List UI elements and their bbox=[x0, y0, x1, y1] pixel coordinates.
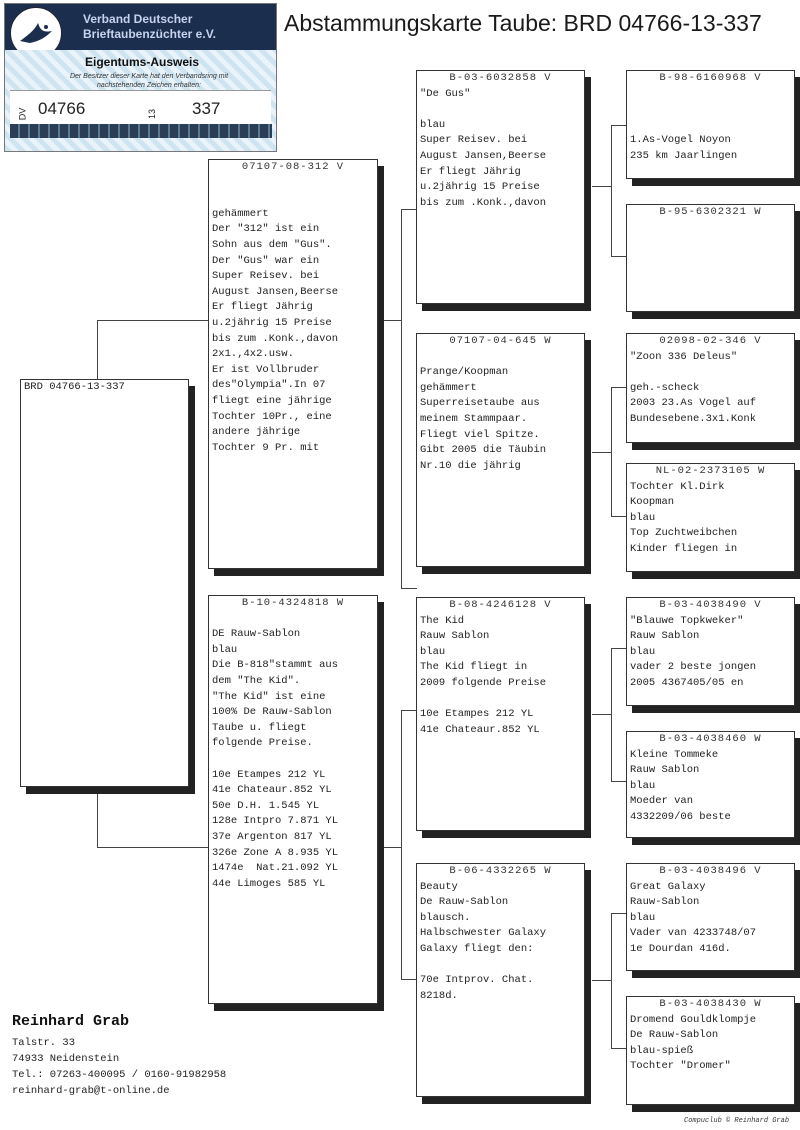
breeder-city: 74933 Neidenstein bbox=[12, 1053, 120, 1065]
pedigree-text-line: Er fliegt Jährig bbox=[212, 301, 313, 314]
pedigree-text-line: Super Reisev. bei bbox=[420, 134, 528, 147]
pedigree-text-line: meinem Stammpaar. bbox=[420, 412, 528, 425]
pedigree-text-line bbox=[627, 87, 794, 103]
grandparent-box bbox=[626, 204, 795, 312]
pedigree-text-line: geh.-scheck bbox=[630, 381, 700, 394]
pedigree-text-line: vader 2 beste jongen bbox=[630, 661, 757, 674]
page-title: Abstammungskarte Taube: BRD 04766-13-337 bbox=[284, 10, 762, 36]
pedigree-text-line: Tochter 9 Pr. mit bbox=[212, 441, 320, 454]
pedigree-text-line: 8218d. bbox=[420, 989, 458, 1002]
pedigree-text-line bbox=[209, 752, 377, 768]
pedigree-text-line bbox=[209, 191, 377, 207]
pedigree-text-line: Gibt 2005 die Täubin bbox=[420, 444, 547, 457]
pedigree-text-line bbox=[417, 350, 584, 366]
grandparent-box bbox=[626, 333, 795, 443]
pedigree-text-line: 1e Dourdan 416d. bbox=[630, 942, 731, 955]
pedigree-text-line: Er fliegt Jährig bbox=[420, 165, 521, 178]
connector bbox=[611, 387, 627, 388]
pedigree-text-line: gehämmert bbox=[420, 381, 477, 394]
sire-box bbox=[208, 159, 378, 569]
pedigree-text-line: 326e Zone A 8.935 YL bbox=[212, 846, 339, 859]
grandparent-box bbox=[626, 996, 795, 1105]
pedigree-text-line: Taube u. fliegt bbox=[212, 721, 307, 734]
breeder-email: reinhard-grab@t-online.de bbox=[12, 1085, 170, 1097]
pedigree-text-line: 128e Intpro 7.871 YL bbox=[212, 815, 339, 828]
connector bbox=[97, 320, 98, 382]
connector bbox=[592, 980, 612, 981]
pedigree-text-line: blau-spieß bbox=[630, 1044, 694, 1057]
grandparent-id: B-03-4038460 W bbox=[659, 733, 762, 745]
pedigree-text-line: blau bbox=[630, 511, 656, 524]
pedigree-text-line: folgende Preise. bbox=[212, 737, 313, 750]
pedigree-text-line: gehämmert bbox=[212, 207, 269, 220]
pedigree-text-line: "Blauwe Topkweker" bbox=[630, 614, 744, 627]
pedigree-text-line: blau bbox=[630, 645, 656, 658]
dam-sire-id: B-08-4246128 V bbox=[449, 599, 552, 611]
pedigree-text-line: 10e Etampes 212 YL bbox=[212, 768, 326, 781]
pedigree-text-line: Koopman bbox=[630, 496, 675, 509]
pedigree-text-line: 100% De Rauw-Sablon bbox=[212, 706, 332, 719]
connector bbox=[611, 256, 627, 257]
pedigree-text-line: Bundesebene.3x1.Konk bbox=[630, 412, 757, 425]
pedigree-text-line: "De Gus" bbox=[420, 87, 471, 100]
pedigree-text-line: Top Zuchtweibchen bbox=[630, 527, 738, 540]
connector bbox=[401, 710, 417, 711]
grandparent-id: B-03-4038430 W bbox=[659, 998, 762, 1010]
dam-id: B-10-4324818 W bbox=[241, 597, 345, 609]
connector bbox=[384, 847, 402, 848]
pedigree-text-line: Kleine Tommeke bbox=[630, 748, 719, 761]
card-title: Eigentums-Ausweis bbox=[85, 55, 200, 69]
sire-sire-box bbox=[416, 70, 585, 304]
pedigree-text-line: Er ist Vollbruder bbox=[212, 363, 320, 376]
pedigree-text-line: Tochter "Dromer" bbox=[630, 1060, 731, 1073]
dam-dam-box bbox=[416, 863, 585, 1097]
card-note: Der Besitzer dieser Karte hat den Verbandsring mit nachstehenden Zeichen erhalten: bbox=[69, 73, 229, 89]
sire-sire-id: B-03-6032858 V bbox=[449, 72, 552, 84]
pedigree-text-line: Sohn aus dem "Gus". bbox=[212, 238, 332, 251]
grandparent-id: B-95-6302321 W bbox=[659, 206, 762, 218]
grandparent-box bbox=[626, 597, 795, 706]
pedigree-text-line: 70e Intprov. Chat. bbox=[420, 974, 534, 987]
card-org-line-1: Verband Deutscher bbox=[83, 12, 193, 26]
pedigree-text-line: Halbschwester Galaxy bbox=[420, 927, 547, 940]
pedigree-text-line: Rauw Sablon bbox=[420, 630, 490, 643]
card-year: 13 bbox=[147, 108, 158, 120]
pedigree-text-line: Der "Gus" war ein bbox=[212, 254, 320, 267]
pedigree-text-line: "The Kid" ist eine bbox=[212, 690, 326, 703]
grandparent-id: B-03-4038490 V bbox=[659, 599, 762, 611]
card-security-strip bbox=[10, 124, 272, 138]
connector bbox=[401, 710, 402, 980]
pedigree-text-line: Dromend Gouldklompje bbox=[630, 1013, 757, 1026]
grandparent-box bbox=[626, 463, 795, 572]
connector bbox=[401, 588, 417, 589]
connector bbox=[611, 913, 612, 1049]
pedigree-text-line: "Zoon 336 Deleus" bbox=[630, 350, 738, 363]
pedigree-text-line bbox=[209, 612, 377, 628]
grandparent-id: NL-02-2373105 W bbox=[655, 465, 766, 477]
connector bbox=[611, 516, 627, 517]
pedigree-text-line: andere jährige bbox=[212, 426, 301, 439]
connector bbox=[97, 788, 98, 848]
pedigree-text-line: De Rauw-Sablon bbox=[630, 1029, 719, 1042]
connector bbox=[611, 125, 612, 257]
pedigree-text-line: 50e D.H. 1.545 YL bbox=[212, 799, 320, 812]
pedigree-text-line: August Jansen,Beerse bbox=[212, 285, 339, 298]
pedigree-text-line: Die B-818"stammt aus bbox=[212, 659, 339, 672]
sire-dam-id: 07107-04-645 W bbox=[449, 335, 552, 347]
pedigree-text-line: 2x1.,4x2.usw. bbox=[212, 348, 294, 361]
pedigree-text-line: Rauw Sablon bbox=[630, 764, 700, 777]
grandparent-box bbox=[626, 70, 795, 179]
pedigree-text-line: Tochter 10Pr., eine bbox=[212, 410, 332, 423]
pedigree-text-line: blausch. bbox=[420, 911, 471, 924]
pedigree-text-line: 2009 folgende Preise bbox=[420, 676, 547, 689]
breeder-street: Talstr. 33 bbox=[12, 1037, 76, 1049]
pedigree-text-line: 37e Argenton 817 YL bbox=[212, 830, 332, 843]
pedigree-text-line: bis zum .Konk.,davon bbox=[420, 196, 547, 209]
pedigree-text-line: 1.As-Vogel Noyon bbox=[630, 134, 731, 147]
pedigree-text-line bbox=[209, 176, 377, 192]
grandparent-box bbox=[626, 863, 795, 971]
dam-box bbox=[208, 595, 378, 1004]
connector bbox=[611, 648, 612, 782]
pedigree-root-box bbox=[20, 379, 189, 787]
grandparent-id: B-98-6160968 V bbox=[659, 72, 762, 84]
pedigree-text-line: 41e Chateaur.852 YL bbox=[420, 723, 540, 736]
pedigree-text-line: Rauw-Sablon bbox=[630, 896, 700, 909]
pedigree-text-line bbox=[627, 118, 794, 134]
pedigree-text-line: fliegt eine jährige bbox=[212, 394, 332, 407]
pedigree-text-line: blau bbox=[630, 779, 656, 792]
sire-dam-box bbox=[416, 333, 585, 567]
pedigree-text-line: Nr.10 die jährig bbox=[420, 459, 521, 472]
pedigree-text-line: u.2jährig 15 Preise bbox=[212, 316, 332, 329]
pedigree-text-line: dem "The Kid". bbox=[212, 674, 301, 687]
pedigree-text-line: Rauw Sablon bbox=[630, 630, 700, 643]
pedigree-text-line: 4332209/06 beste bbox=[630, 810, 731, 823]
pedigree-text-line: 2003 23.As Vogel auf bbox=[630, 397, 757, 410]
pedigree-text-line: blau bbox=[212, 643, 238, 656]
pedigree-text-line: Der "312" ist ein bbox=[212, 223, 320, 236]
connector bbox=[611, 648, 627, 649]
pedigree-text-line: Moeder van bbox=[630, 795, 694, 808]
connector bbox=[611, 125, 627, 126]
connector bbox=[611, 387, 612, 517]
connector bbox=[384, 320, 402, 321]
connector bbox=[611, 781, 627, 782]
pedigree-text-line: 1474e Nat.21.092 YL bbox=[212, 862, 339, 875]
breeder-address bbox=[12, 1035, 226, 1099]
pedigree-text-line: De Rauw-Sablon bbox=[420, 896, 509, 909]
pedigree-text-line: bis zum .Konk.,davon bbox=[212, 332, 339, 345]
grandparent-box bbox=[626, 731, 795, 838]
connector bbox=[401, 979, 417, 980]
grandparent-id: B-03-4038496 V bbox=[659, 865, 762, 877]
pedigree-text-line: 235 km Jaarlingen bbox=[630, 149, 738, 162]
pedigree-text-line: blau bbox=[420, 118, 446, 131]
pedigree-text-line bbox=[627, 102, 794, 118]
connector bbox=[611, 913, 627, 914]
connector bbox=[592, 714, 612, 715]
pedigree-text-line: blau bbox=[420, 645, 446, 658]
connector bbox=[401, 209, 402, 589]
sire-id: 07107-08-312 V bbox=[241, 161, 345, 173]
pedigree-text-line bbox=[417, 102, 584, 118]
grandparent-id: 02098-02-346 V bbox=[659, 335, 762, 347]
pedigree-text-line: u.2jährig 15 Preise bbox=[420, 181, 540, 194]
root-id: BRD 04766-13-337 bbox=[24, 381, 125, 393]
pedigree-text-line: 10e Etampes 212 YL bbox=[420, 708, 534, 721]
connector bbox=[97, 847, 209, 848]
pedigree-text-line: The Kid fliegt in bbox=[420, 661, 528, 674]
connector bbox=[592, 452, 612, 453]
card-ring: 337 bbox=[192, 99, 221, 118]
connector bbox=[611, 1048, 627, 1049]
pedigree-text-line: Super Reisev. bei bbox=[212, 270, 320, 283]
pedigree-text-line: Superreisetaube aus bbox=[420, 397, 540, 410]
pedigree-text-line: Kinder fliegen in bbox=[630, 542, 738, 555]
pedigree-text-line: Beauty bbox=[420, 880, 458, 893]
pedigree-text-line: Fliegt viel Spitze. bbox=[420, 428, 540, 441]
pedigree-text-line: August Jansen,Beerse bbox=[420, 149, 547, 162]
software-credit: Compuclub © Reinhard Grab bbox=[684, 1117, 790, 1125]
pedigree-text-line: des"Olympia".In 07 bbox=[212, 379, 326, 392]
card-organisation bbox=[83, 12, 216, 42]
pedigree-text-line bbox=[417, 958, 584, 974]
dam-sire-box bbox=[416, 597, 585, 831]
breeder-name: Reinhard Grab bbox=[12, 1013, 130, 1030]
pedigree-text-line: The Kid bbox=[420, 614, 465, 627]
pedigree-text-line bbox=[417, 692, 584, 708]
card-number: 04766 bbox=[38, 99, 86, 118]
pedigree-text-line: Vader van 4233748/07 bbox=[630, 927, 757, 940]
pedigree-text-line: 2005 4367405/05 en bbox=[630, 676, 744, 689]
connector bbox=[97, 320, 209, 321]
card-org-line-2: Brieftaubenzüchter e.V. bbox=[83, 27, 216, 41]
pedigree-text-line: blau bbox=[630, 911, 656, 924]
dam-dam-id: B-06-4332265 W bbox=[449, 865, 552, 877]
connector bbox=[592, 186, 612, 187]
pedigree-text-line: Tochter Kl.Dirk bbox=[630, 480, 725, 493]
ownership-card bbox=[4, 3, 277, 152]
pedigree-text-line: Prange/Koopman bbox=[420, 366, 509, 379]
pedigree-text-line: 44e Limoges 585 YL bbox=[212, 877, 326, 890]
pedigree-text-line: Great Galaxy bbox=[630, 880, 706, 893]
connector bbox=[401, 209, 417, 210]
card-dv-label: DV bbox=[17, 107, 28, 121]
pedigree-text-line: DE Rauw-Sablon bbox=[212, 628, 301, 641]
pedigree-text-line bbox=[627, 365, 794, 381]
pedigree-text-line: Galaxy fliegt den: bbox=[420, 942, 534, 955]
breeder-phone: Tel.: 07263-400095 / 0160-91982958 bbox=[12, 1069, 227, 1081]
pedigree-text-line: 41e Chateaur.852 YL bbox=[212, 784, 332, 797]
